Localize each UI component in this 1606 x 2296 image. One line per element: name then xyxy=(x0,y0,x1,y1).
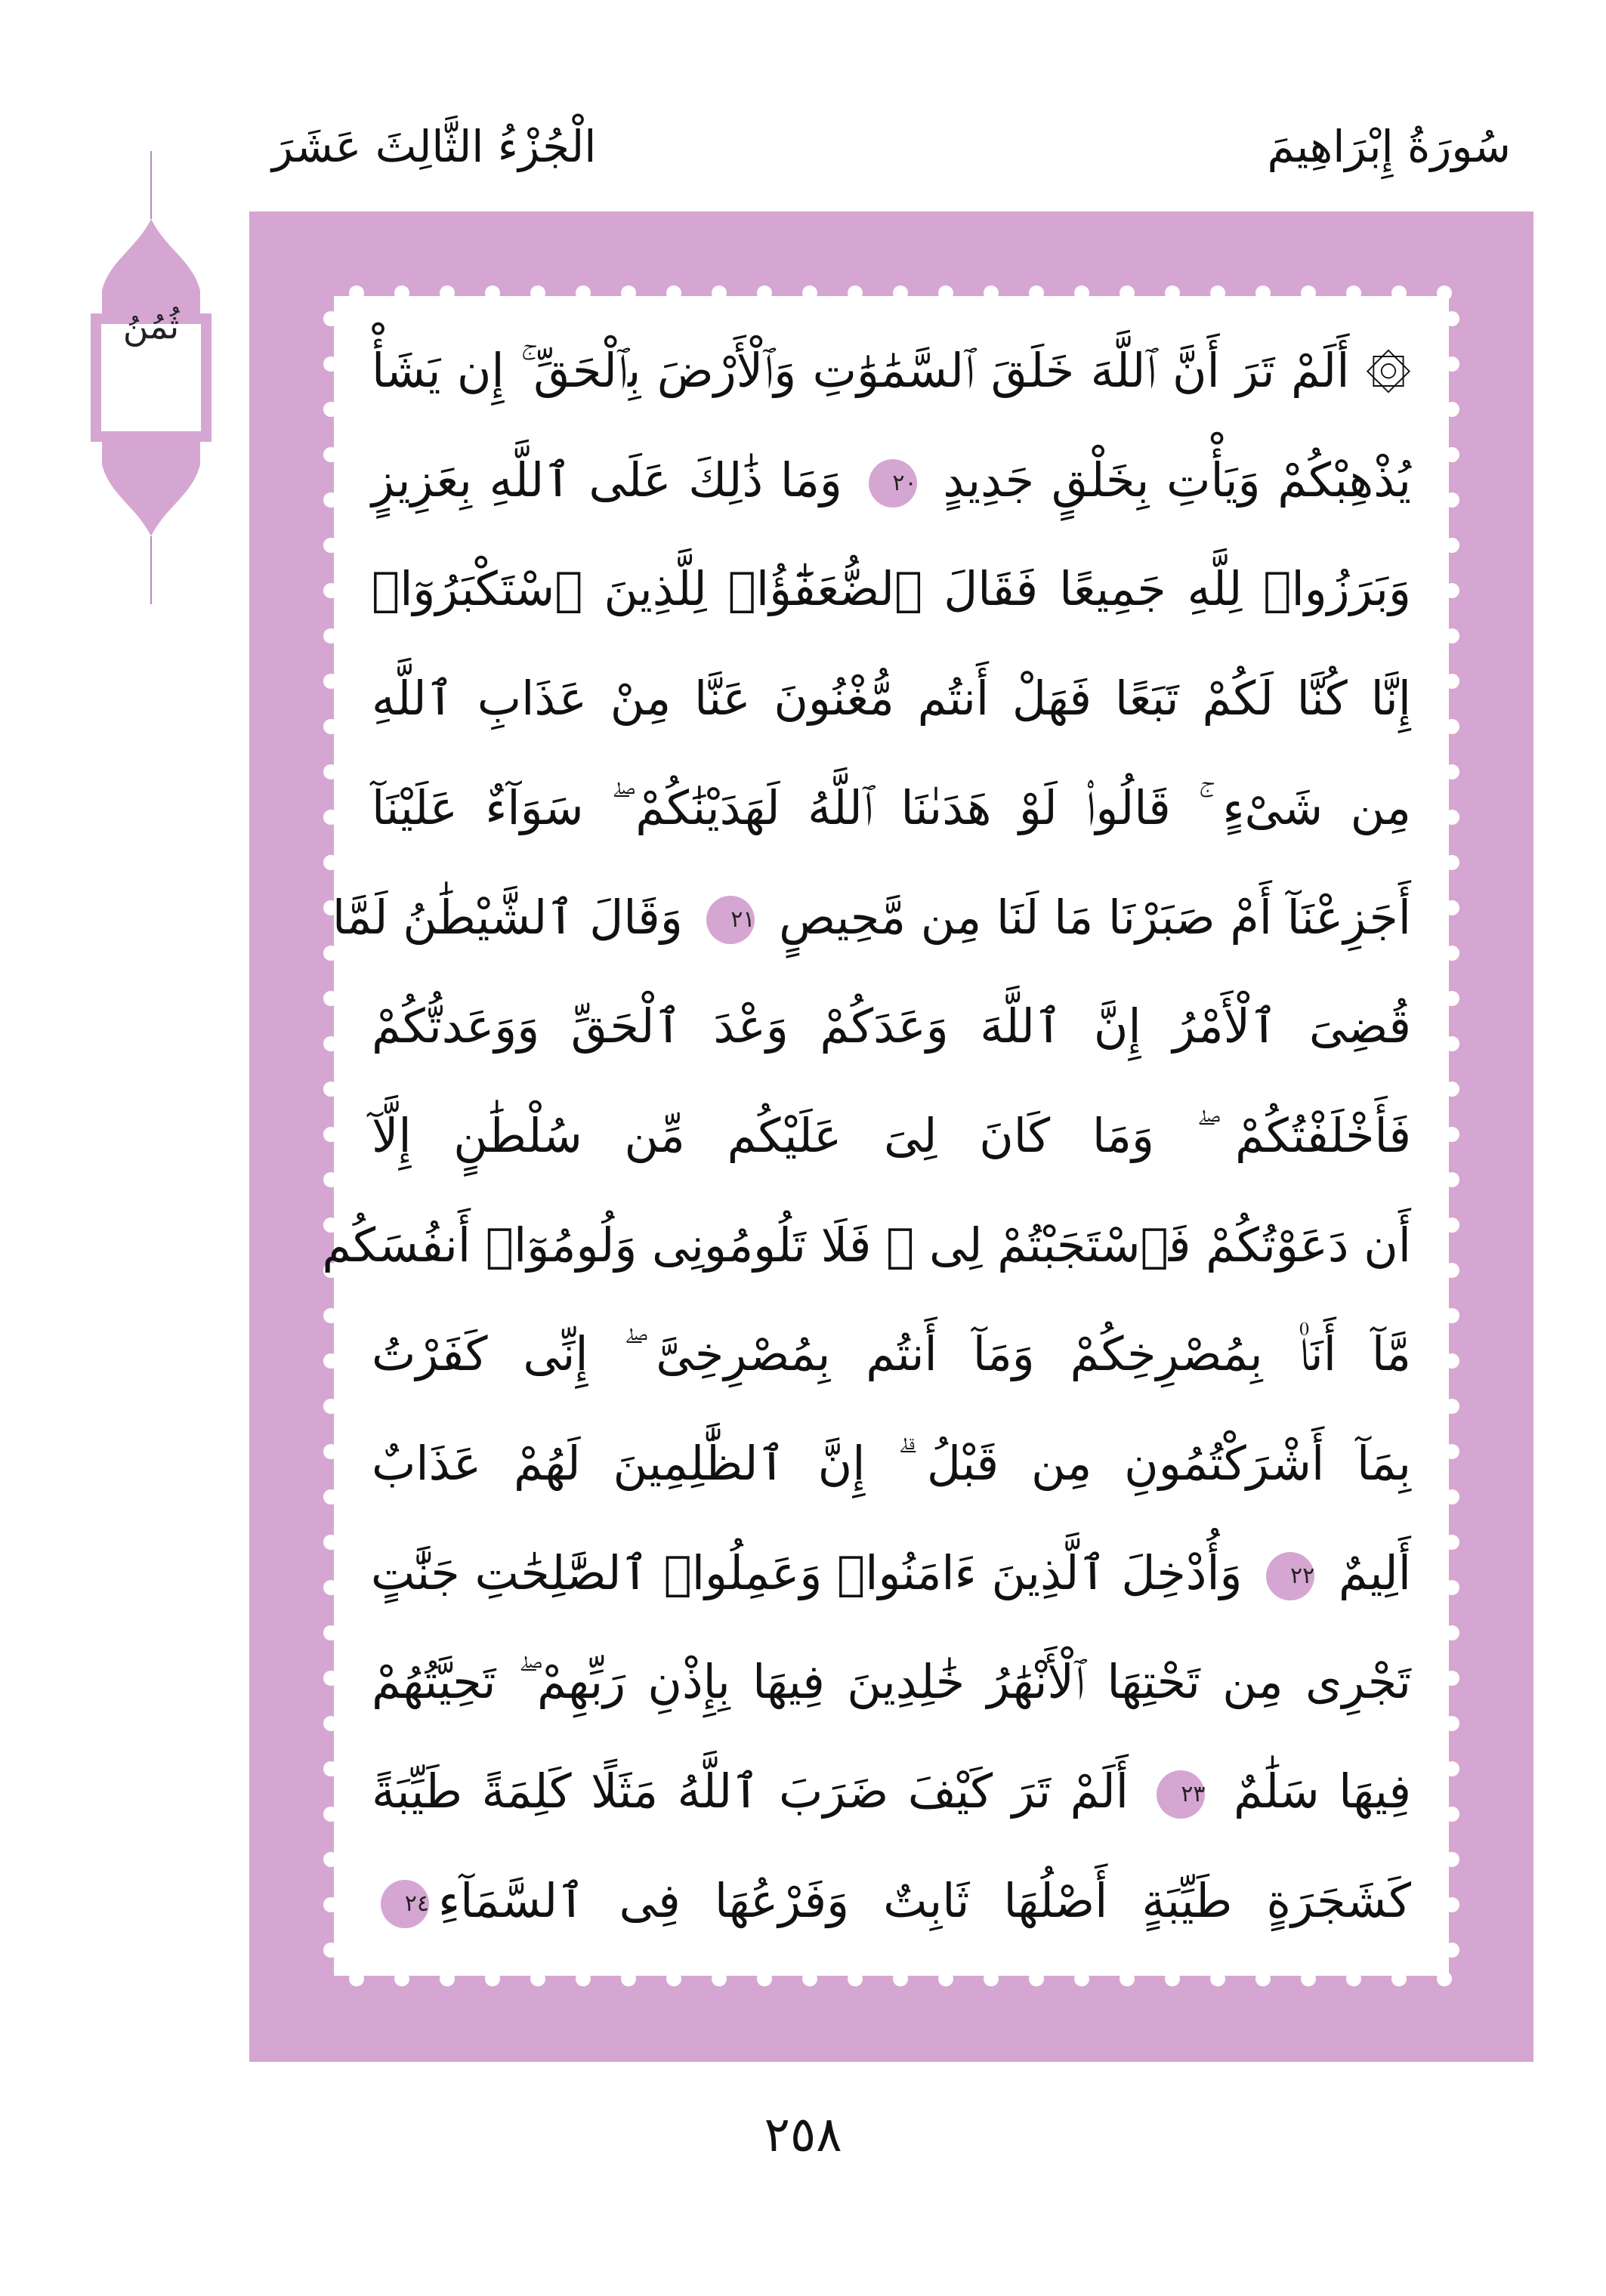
page-header xyxy=(272,106,1511,196)
verse-line xyxy=(372,654,1411,743)
verse-line xyxy=(372,545,1411,634)
hizb-marker-label: ثُمُنُ xyxy=(122,306,180,347)
verse-line xyxy=(372,1637,1411,1727)
ayah-number-marker: ٢١ xyxy=(706,896,755,944)
verse-text: أَجَزِعْنَآ أَمْ صَبَرْنَا مَا لَنَا مِن مَّحِيصٍ xyxy=(764,889,1411,945)
verse-line xyxy=(372,764,1411,853)
page-number: ٢٥٨ xyxy=(764,2107,842,2163)
text-panel xyxy=(322,296,1449,1976)
verse-line xyxy=(372,982,1411,1071)
hizb-side-marker xyxy=(91,151,212,604)
verse-line xyxy=(332,873,1411,962)
ayah-number-marker: ٢٣ xyxy=(1157,1770,1205,1819)
verse-text: فَأَخْلَفْتُكُمْ ۖ وَمَا كَانَ لِىَ عَلَيْكُم مِّن سُلْطَٰنٍ إِلَّآ xyxy=(372,1107,1411,1163)
side-marker-bottom-line xyxy=(150,536,152,604)
verse-line xyxy=(372,1419,1411,1508)
verse-text: وَأُدْخِلَ ٱلَّذِينَ ءَامَنُوا۟ وَعَمِلُوا۟ ٱلصَّٰلِحَٰتِ جَنَّٰتٍ xyxy=(370,1545,1258,1600)
verse-text: وَقَالَ ٱلشَّيْطَٰنُ لَمَّا xyxy=(332,889,698,945)
verse-line xyxy=(372,326,1411,415)
verse-line xyxy=(372,1747,1411,1836)
ayah-number-marker: ٢٢ xyxy=(1266,1552,1314,1600)
ayah-number-marker: ٢٠ xyxy=(869,459,917,508)
verse-line xyxy=(372,436,1411,525)
verse-text: وَمَا ذَٰلِكَ عَلَى ٱللَّهِ بِعَزِيزٍ xyxy=(372,452,860,508)
verse-text: أَلَمْ تَرَ كَيْفَ ضَرَبَ ٱللَّهُ مَثَلًا كَلِمَةً طَيِّبَةً xyxy=(372,1764,1148,1819)
verse-text: إِنَّا كُنَّا لَكُمْ تَبَعًا فَهَلْ أَنتُم مُّغْنُونَ عَنَّا مِنْ عَذَابِ ٱللَّهِ xyxy=(372,671,1411,727)
verse-text: أَن دَعَوْتُكُمْ فَٱسْتَجَبْتُمْ لِى ۖ فَلَا تَلُومُونِى وَلُومُوٓا۟ أَنفُسَكُم xyxy=(322,1217,1411,1273)
verse-text: يُذْهِبْكُمْ وَيَأْتِ بِخَلْقٍ جَدِيدٍ xyxy=(925,452,1412,508)
verse-text: قُضِىَ ٱلْأَمْرُ إِنَّ ٱللَّهَ وَعَدَكُمْ وَعْدَ ٱلْحَقِّ وَوَعَدتُّكُمْ xyxy=(372,998,1411,1054)
verse-text: أَلِيمٌ xyxy=(1323,1545,1411,1600)
verse-text: مَّآ أَنَا۠ بِمُصْرِخِكُمْ وَمَآ أَنتُم بِمُصْرِخِىَّ ۖ إِنِّى كَفَرْتُ xyxy=(372,1326,1411,1382)
verse-lines xyxy=(322,326,1412,1946)
verse-text: كَشَجَرَةٍ طَيِّبَةٍ أَصْلُهَا ثَابِتٌ وَفَرْعُهَا فِى ٱلسَّمَآءِ xyxy=(438,1872,1411,1928)
verse-line xyxy=(322,1201,1411,1290)
page-frame xyxy=(249,211,1533,2062)
verse-text: مِن شَىْءٍ ۚ قَالُوا۟ لَوْ هَدَىٰنَا ٱللَّهُ لَهَدَيْنَٰكُمْ ۖ سَوَآءٌ عَلَيْنَآ xyxy=(372,779,1411,835)
surah-title: سُورَةُ إِبْرَاهِيمَ xyxy=(1267,121,1511,172)
verse-text: ۞ أَلَمْ تَرَ أَنَّ ٱللَّهَ خَلَقَ ٱلسَّمَٰوَٰتِ وَٱلْأَرْضَ بِٱلْحَقِّ ۚ إِن يَشَأْ xyxy=(372,343,1411,398)
verse-text: بِمَآ أَشْرَكْتُمُونِ مِن قَبْلُ ۗ إِنَّ ٱلظَّٰلِمِينَ لَهُمْ عَذَابٌ xyxy=(372,1436,1411,1492)
verse-line xyxy=(372,1529,1411,1618)
verse-text: تَجْرِى مِن تَحْتِهَا ٱلْأَنْهَٰرُ خَٰلِدِينَ فِيهَا بِإِذْنِ رَبِّهِمْ ۖ تَحِيَّتُهُمْ xyxy=(372,1654,1411,1710)
verse-text: فِيهَا سَلَٰمٌ xyxy=(1214,1764,1411,1819)
juz-title: الْجُزْءُ الثَّالِثَ عَشَرَ xyxy=(272,121,597,172)
side-marker-top-line xyxy=(150,151,152,219)
verse-text: وَبَرَزُوا۟ لِلَّهِ جَمِيعًا فَقَالَ ٱلضُّعَفَٰٓؤُا۟ لِلَّذِينَ ٱسْتَكْبَرُوٓا۟ xyxy=(372,561,1411,617)
verse-line xyxy=(372,1091,1411,1180)
ayah-number-marker: ٢٤ xyxy=(381,1880,429,1928)
verse-line xyxy=(372,1856,1411,1946)
verse-line xyxy=(372,1310,1411,1399)
